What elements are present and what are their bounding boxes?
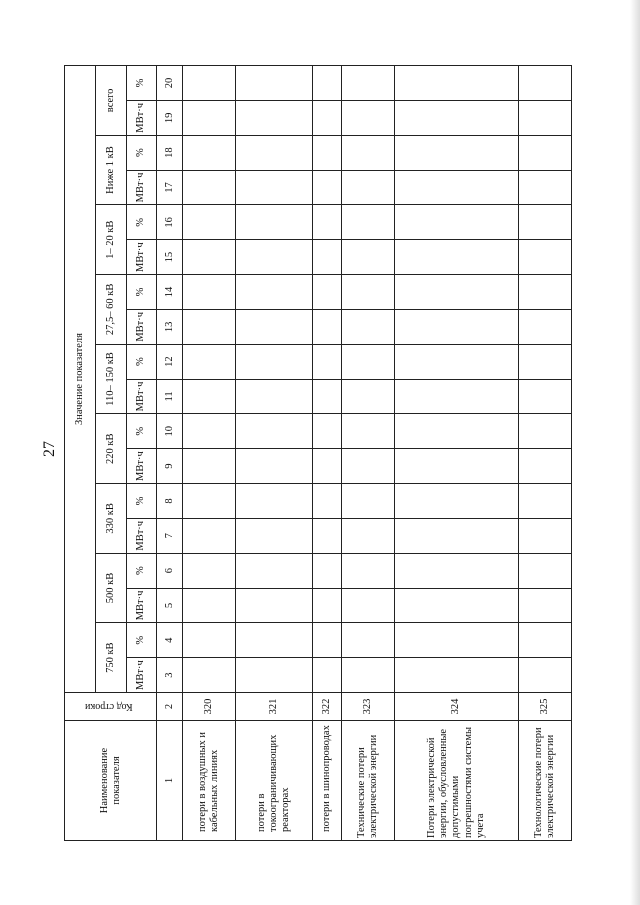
column-number: 2 [157, 693, 182, 721]
empty-cell [312, 66, 341, 101]
empty-cell [182, 484, 235, 519]
column-number: 17 [157, 170, 182, 205]
column-number: 18 [157, 135, 182, 170]
empty-cell [518, 205, 571, 240]
empty-cell [518, 100, 571, 135]
table-row [342, 66, 395, 841]
unit-header: % [126, 414, 157, 449]
empty-cell [235, 205, 312, 240]
empty-cell [312, 135, 341, 170]
table-row [182, 66, 235, 841]
voltage-header: 330 кВ [95, 484, 126, 554]
empty-cell [235, 588, 312, 623]
empty-cell [395, 344, 519, 379]
row-code: 321 [235, 693, 312, 721]
empty-cell [518, 623, 571, 658]
empty-cell [182, 588, 235, 623]
column-number: 11 [157, 379, 182, 414]
column-number: 15 [157, 240, 182, 275]
row-code: 324 [395, 693, 519, 721]
empty-cell [312, 170, 341, 205]
column-number: 7 [157, 518, 182, 553]
empty-cell [235, 135, 312, 170]
empty-cell [518, 449, 571, 484]
column-number: 8 [157, 484, 182, 519]
column-number: 3 [157, 658, 182, 693]
empty-cell [518, 170, 571, 205]
column-number: 16 [157, 205, 182, 240]
empty-cell [312, 240, 341, 275]
empty-cell [518, 344, 571, 379]
unit-header: % [126, 553, 157, 588]
value-group-header: Значение показателя [65, 66, 96, 693]
row-name: Потери электрической энергии, обусловленные допустимыми погрешностями системы учета [395, 721, 519, 841]
unit-header: МВт·ч [126, 518, 157, 553]
empty-cell [235, 344, 312, 379]
empty-cell [342, 449, 395, 484]
empty-cell [342, 658, 395, 693]
empty-cell [395, 205, 519, 240]
empty-cell [342, 240, 395, 275]
empty-cell [395, 623, 519, 658]
column-number-row [157, 66, 182, 841]
empty-cell [312, 518, 341, 553]
empty-cell [235, 100, 312, 135]
empty-cell [312, 379, 341, 414]
empty-cell [395, 414, 519, 449]
empty-cell [182, 344, 235, 379]
unit-header: МВт·ч [126, 379, 157, 414]
voltage-header: Ниже 1 кВ [95, 135, 126, 205]
row-name: потери в шинопроводах [312, 721, 341, 841]
empty-cell [312, 275, 341, 310]
empty-cell [395, 553, 519, 588]
column-number: 13 [157, 309, 182, 344]
empty-cell [312, 449, 341, 484]
empty-cell [312, 658, 341, 693]
name-header: Наименование показателя [65, 721, 157, 841]
empty-cell [342, 205, 395, 240]
table-row [518, 66, 571, 841]
row-name: потери в воздушных и кабельных линиях [182, 721, 235, 841]
unit-header: МВт·ч [126, 658, 157, 693]
unit-header: % [126, 484, 157, 519]
data-table-rotated [64, 65, 572, 841]
row-name: потери в токоограничивающих реакторах [235, 721, 312, 841]
row-code: 320 [182, 693, 235, 721]
empty-cell [518, 588, 571, 623]
empty-cell [182, 275, 235, 310]
unit-header: МВт·ч [126, 449, 157, 484]
empty-cell [235, 623, 312, 658]
empty-cell [182, 240, 235, 275]
empty-cell [518, 275, 571, 310]
voltage-header: 750 кВ [95, 623, 126, 693]
empty-cell [342, 414, 395, 449]
row-name: Технологические потери электрической энергии [518, 721, 571, 841]
empty-cell [312, 100, 341, 135]
empty-cell [182, 623, 235, 658]
empty-cell [342, 66, 395, 101]
unit-header: МВт·ч [126, 240, 157, 275]
unit-header: % [126, 205, 157, 240]
voltage-header: всего [95, 66, 126, 136]
empty-cell [235, 275, 312, 310]
empty-cell [182, 205, 235, 240]
voltage-header: 500 кВ [95, 553, 126, 623]
column-number: 19 [157, 100, 182, 135]
empty-cell [342, 275, 395, 310]
empty-cell [342, 518, 395, 553]
empty-cell [312, 309, 341, 344]
unit-header: % [126, 344, 157, 379]
empty-cell [182, 658, 235, 693]
empty-cell [518, 240, 571, 275]
column-number: 4 [157, 623, 182, 658]
empty-cell [182, 553, 235, 588]
empty-cell [235, 518, 312, 553]
empty-cell [342, 309, 395, 344]
empty-cell [342, 588, 395, 623]
unit-header: % [126, 623, 157, 658]
empty-cell [235, 66, 312, 101]
empty-cell [395, 379, 519, 414]
empty-cell [518, 414, 571, 449]
empty-cell [235, 170, 312, 205]
empty-cell [182, 170, 235, 205]
empty-cell [182, 135, 235, 170]
empty-cell [182, 518, 235, 553]
empty-cell [182, 100, 235, 135]
empty-cell [342, 100, 395, 135]
empty-cell [342, 484, 395, 519]
empty-cell [518, 553, 571, 588]
empty-cell [312, 344, 341, 379]
column-number: 6 [157, 553, 182, 588]
empty-cell [518, 518, 571, 553]
column-number: 14 [157, 275, 182, 310]
empty-cell [395, 170, 519, 205]
empty-cell [395, 484, 519, 519]
page-number: 27 [41, 441, 58, 457]
empty-cell [342, 623, 395, 658]
empty-cell [235, 553, 312, 588]
empty-cell [342, 170, 395, 205]
table-row [312, 66, 341, 841]
empty-cell [235, 449, 312, 484]
empty-cell [518, 658, 571, 693]
unit-header: МВт·ч [126, 588, 157, 623]
table-row [395, 66, 519, 841]
scan-edge [630, 0, 640, 905]
column-number: 5 [157, 588, 182, 623]
empty-cell [518, 309, 571, 344]
empty-cell [518, 135, 571, 170]
row-code: 323 [342, 693, 395, 721]
empty-cell [342, 379, 395, 414]
empty-cell [312, 414, 341, 449]
empty-cell [342, 553, 395, 588]
empty-cell [395, 66, 519, 101]
table-row [235, 66, 312, 841]
empty-cell [182, 449, 235, 484]
empty-cell [395, 100, 519, 135]
voltage-header: 1– 20 кВ [95, 205, 126, 275]
empty-cell [235, 379, 312, 414]
empty-cell [235, 414, 312, 449]
empty-cell [518, 379, 571, 414]
empty-cell [342, 344, 395, 379]
code-header: Код строки [65, 693, 157, 721]
unit-header: % [126, 66, 157, 101]
row-code: 322 [312, 693, 341, 721]
empty-cell [518, 484, 571, 519]
column-number: 9 [157, 449, 182, 484]
empty-cell [235, 484, 312, 519]
empty-cell [395, 658, 519, 693]
empty-cell [182, 66, 235, 101]
column-number: 20 [157, 66, 182, 101]
voltage-header: 110– 150 кВ [95, 344, 126, 414]
row-name: Технические потери электрической энергии [342, 721, 395, 841]
empty-cell [312, 553, 341, 588]
empty-cell [182, 414, 235, 449]
header-row-1 [65, 66, 96, 841]
voltage-header: 27,5– 60 кВ [95, 275, 126, 345]
column-number: 10 [157, 414, 182, 449]
empty-cell [312, 484, 341, 519]
empty-cell [182, 309, 235, 344]
empty-cell [312, 623, 341, 658]
empty-cell [312, 588, 341, 623]
column-number: 1 [157, 721, 182, 841]
empty-cell [395, 309, 519, 344]
voltage-header: 220 кВ [95, 414, 126, 484]
empty-cell [395, 240, 519, 275]
empty-cell [312, 205, 341, 240]
unit-header: % [126, 135, 157, 170]
unit-header: % [126, 275, 157, 310]
empty-cell [395, 135, 519, 170]
empty-cell [235, 240, 312, 275]
loss-table [64, 65, 572, 841]
row-code: 325 [518, 693, 571, 721]
empty-cell [395, 518, 519, 553]
empty-cell [518, 66, 571, 101]
empty-cell [182, 379, 235, 414]
column-number: 12 [157, 344, 182, 379]
empty-cell [235, 658, 312, 693]
empty-cell [395, 275, 519, 310]
empty-cell [342, 135, 395, 170]
unit-header: МВт·ч [126, 100, 157, 135]
unit-header: МВт·ч [126, 170, 157, 205]
empty-cell [395, 588, 519, 623]
empty-cell [395, 449, 519, 484]
empty-cell [235, 309, 312, 344]
unit-header: МВт·ч [126, 309, 157, 344]
